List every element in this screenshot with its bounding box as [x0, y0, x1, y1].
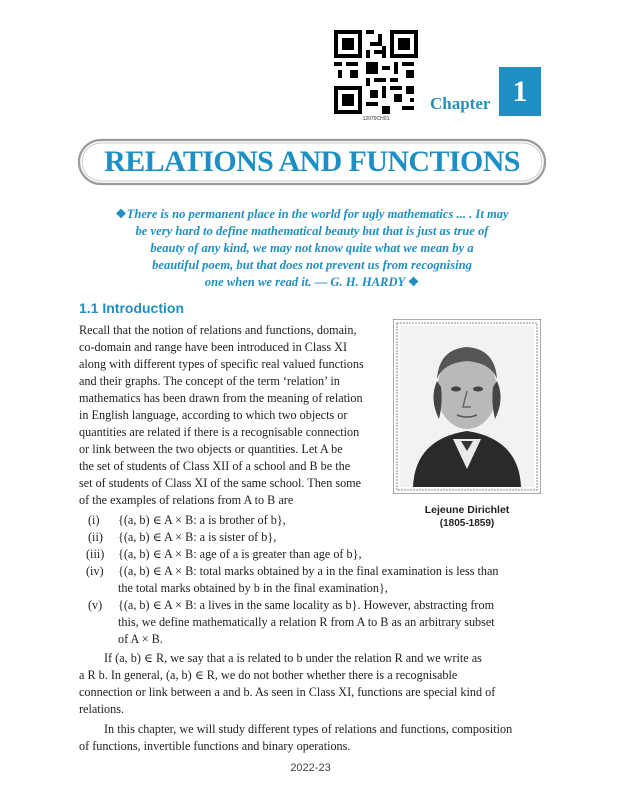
list-item: {(a, b) ∈ A × B: total marks obtained by a in the final examination is less than: [118, 564, 499, 578]
quote-line: one when we read it. — G. H. HARDY ❖: [204, 275, 420, 289]
quote-line: beauty of any kind, we may not know quite what we mean by a: [150, 241, 474, 255]
list-item-label: (iii): [86, 547, 105, 561]
chapter-label: Chapter: [430, 94, 491, 113]
qr-code-id: 12079CH01: [362, 116, 390, 122]
list-item: {(a, b) ∈ A × B: a lives in the same locality as b}. However, abstracting from: [118, 598, 495, 612]
portrait-caption-years: (1805-1859): [439, 518, 495, 529]
ornament-icon: ❖: [115, 207, 127, 221]
paragraph-line: the set of students of Class XII of a school and B be the: [79, 459, 351, 473]
chapter-number: 1: [499, 67, 541, 116]
paragraph-line: mathematics has been drawn from the meaning of relation: [79, 391, 363, 405]
list-item-continuation: this, we define mathematically a relation R from A to B as an arbitrary subset: [118, 615, 495, 629]
paragraph-line: co-domain and range have been introduced in Class XI: [79, 340, 348, 354]
quote-line: beautiful poem, but that does not prevent us from recognising: [152, 258, 472, 272]
paragraph-line: in English language, according to which two objects or: [79, 408, 348, 422]
quote-line: ❖There is no permanent place in the world for ugly mathematics ... . It may: [115, 207, 509, 221]
list-item-continuation: the total marks obtained by b in the final examination},: [118, 581, 388, 595]
paragraph-line: along with different types of specific real valued functions: [79, 357, 364, 371]
chapter-title: RELATIONS AND FUNCTIONS: [104, 145, 520, 178]
paragraph-line: of the examples of relations from A to B are: [79, 493, 294, 507]
paragraph-line: relations.: [79, 702, 125, 716]
ornament-icon: ❖: [407, 275, 420, 289]
list-item-label: (ii): [88, 530, 103, 544]
paragraph-line: connection or link between a and b. As seen in Class XI, functions are special kind of: [79, 685, 496, 699]
paragraph-line: of functions, invertible functions and binary operations.: [79, 739, 351, 753]
page-footer: 2022-23: [290, 762, 331, 774]
portrait-image: [393, 319, 541, 494]
paragraph-line: quantities are related if there is a recognisable connection: [79, 425, 360, 439]
portrait-caption-name: Lejeune Dirichlet: [424, 504, 510, 516]
paragraph-line: set of students of Class XI of the same school. Then some: [79, 476, 362, 490]
list-item: {(a, b) ∈ A × B: a is brother of b},: [118, 513, 286, 527]
paragraph-line: and their graphs. The concept of the term ‘relation’ in: [79, 374, 340, 388]
qr-code-image: [334, 30, 418, 114]
section-heading: 1.1 Introduction: [79, 300, 184, 316]
paragraph-line: a R b. In general, (a, b) ∈ R, we do not bother whether there is a recognisable: [79, 668, 458, 682]
paragraph-line: If (a, b) ∈ R, we say that a is related to b under the relation R and we write as: [104, 651, 482, 665]
list-item: {(a, b) ∈ A × B: a is sister of b},: [118, 530, 277, 544]
paragraph-line: or link between the two objects or quantities. Let A be: [79, 442, 343, 456]
list-item-label: (iv): [86, 564, 104, 578]
quote-line: be very hard to define mathematical beauty but that is just as true of: [135, 224, 489, 238]
list-item-continuation: of A × B.: [118, 632, 163, 646]
paragraph-line: Recall that the notion of relations and functions, domain,: [79, 323, 357, 337]
epigraph-quote: [70, 206, 554, 291]
list-item-label: (i): [88, 513, 100, 527]
list-item-label: (v): [88, 598, 103, 612]
list-item: {(a, b) ∈ A × B: age of a is greater than age of b},: [118, 547, 362, 561]
paragraph-line: In this chapter, we will study different types of relations and functions, composition: [104, 722, 513, 736]
